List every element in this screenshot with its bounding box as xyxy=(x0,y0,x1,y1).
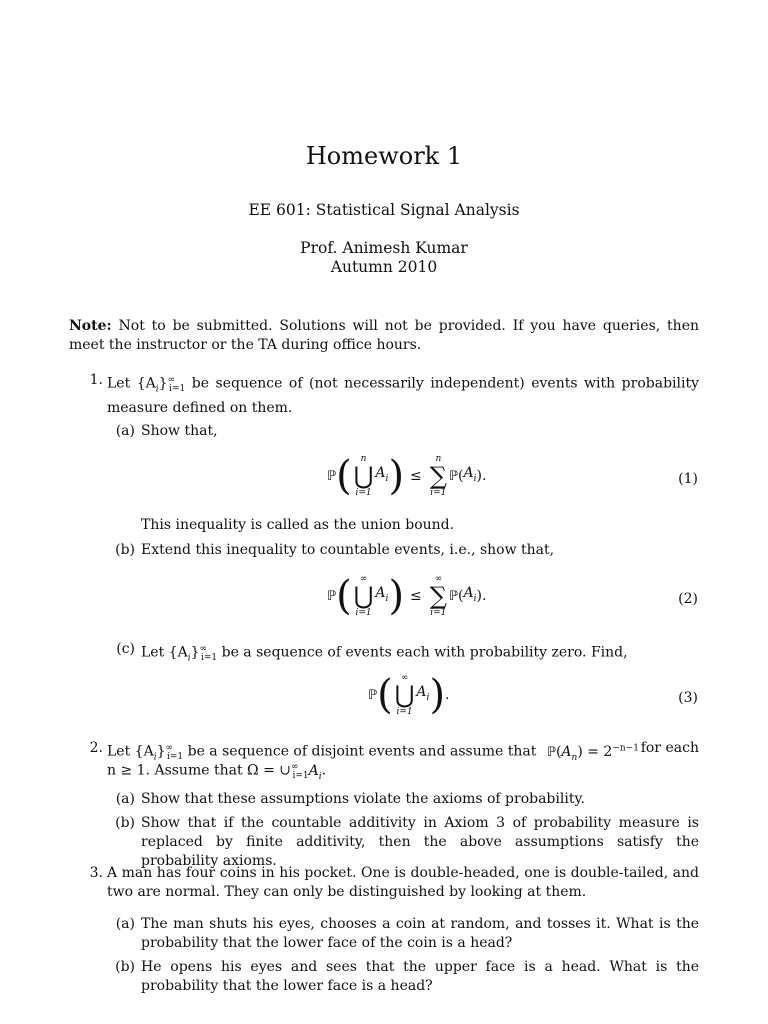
equation-2: ℙ ( ∞ ⋃ i=1 $A_i$ ) ≤ ∞ ∑ i=1 ℙ ( $A_i$ ). xyxy=(327,573,487,619)
q1a-text: Show that, xyxy=(141,423,218,439)
q3-text: A man has four coins in his pocket. One is double-headed, one is double-tailed, and two are normal. They can only be distinguished by looking at them. xyxy=(107,865,699,900)
q2-line1-start: Let {A xyxy=(107,743,154,760)
q2b-text: Show that if the countable additivity in Axiom 3 of probability measure is replaced by finite additivity, then the above assumptions satisfy the probability axioms. xyxy=(141,815,699,869)
q1-intro-start: Let {A xyxy=(107,375,156,392)
equation-3: ℙ ( ∞ ⋃ i=1 $A_i$ ) . xyxy=(368,672,450,718)
note-text: Not to be submitted. Solutions will not be provided. If you have queries, then meet the instructor or the TA during office hours. xyxy=(69,318,699,353)
equation-1: ℙ ( n ⋃ i=1 $A_i$ ) ≤ n ∑ i=1 ℙ ( $A_i$ ). xyxy=(327,453,487,499)
q1c-text-rest: be a sequence of events each with probability zero. Find, xyxy=(221,644,628,661)
q1a-label: (a) xyxy=(115,423,135,439)
document-title: Homework 1 xyxy=(305,142,463,170)
q2a-label: (a) xyxy=(115,791,135,807)
q2-line1-end: for each xyxy=(640,740,699,756)
term: Autumn 2010 xyxy=(330,258,438,276)
instructor-name: Prof. Animesh Kumar xyxy=(300,239,468,257)
q2-number: 2. xyxy=(89,740,103,756)
q1c-text: Let $\{A_i\}^\infty_{i=1}$ be a sequence of events each with probability zero. Find, xyxy=(141,644,628,664)
q2-line2-text: n ≥ 1. Assume that Ω = ∪ xyxy=(107,762,291,779)
q1b-label: (b) xyxy=(115,542,135,558)
q3a-label: (a) xyxy=(115,916,135,932)
q1c-label: (c) xyxy=(116,641,135,657)
q3b-text: He opens his eyes and sees that the upper face is a head. What is the probability that the lower face is a head? xyxy=(141,959,699,994)
q2a-text: Show that these assumptions violate the axioms of probability. xyxy=(141,791,585,807)
course-name: EE 601: Statistical Signal Analysis xyxy=(248,201,520,219)
q2-line1-mid: be a sequence of disjoint events and assume that xyxy=(187,743,537,760)
q1b-text: Extend this inequality to countable events, i.e., show that, xyxy=(141,542,555,558)
q3a-text: The man shuts his eyes, chooses a coin at random, and tosses it. What is the probability that the lower face of the coin is a head? xyxy=(141,916,699,951)
q3-number: 3. xyxy=(89,865,103,881)
q1-intro: Let $\{A_i\}^\infty_{i=1}$ be sequence of (not necessarily independent) events with probability measure defined on them. xyxy=(107,375,699,417)
eq-number-2: (2) xyxy=(678,591,698,607)
note-label: Note: xyxy=(69,318,112,334)
eq-number-3: (3) xyxy=(678,690,698,706)
q2-line2: n ≥ 1. Assume that $\Omega = \cup^\infty_{i=1}A_i$. xyxy=(107,762,327,782)
q2-line1: Let $\{A_i\}^\infty_{i=1}$ be a sequence of disjoint events and assume that $ℙ(A_n) = 2^{-n-1}$ for each xyxy=(107,740,699,763)
note-paragraph xyxy=(69,317,699,355)
q3b-label: (b) xyxy=(115,959,135,975)
q1a-after: This inequality is called as the union bound. xyxy=(141,517,455,533)
q1-intro-rest: be sequence of (not necessarily independent) events with probability measure defined on them. xyxy=(107,375,699,417)
q1c-text-start: Let {A xyxy=(141,644,188,661)
eq-number-1: (1) xyxy=(678,471,698,487)
q1-number: 1. xyxy=(89,372,103,388)
q2b-label: (b) xyxy=(115,815,135,831)
